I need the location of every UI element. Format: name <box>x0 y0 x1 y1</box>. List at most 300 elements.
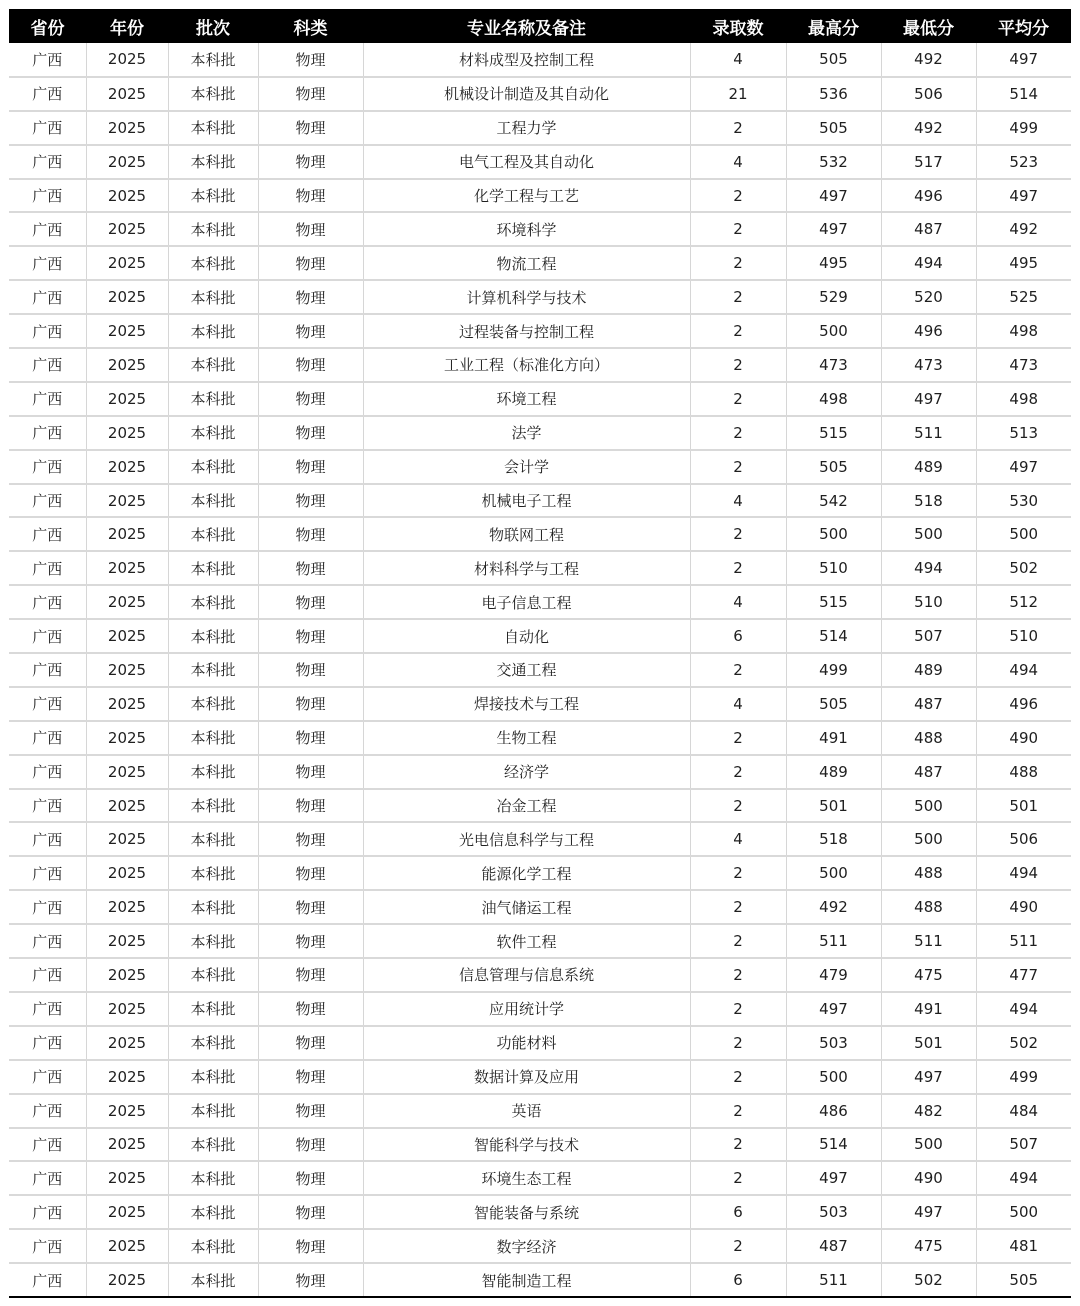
cell-year: 2025 <box>86 585 168 619</box>
header-major-name: 专业名称及备注 <box>467 18 586 39</box>
cell-major-name: 软件工程 <box>363 924 690 958</box>
cell-subject-type: 物理 <box>258 280 363 314</box>
cell-major-name: 生物工程 <box>363 721 690 755</box>
cell-min-score: 517 <box>881 145 976 179</box>
cell-subject-type: 物理 <box>258 1060 363 1094</box>
cell-min-score: 510 <box>881 585 976 619</box>
cell-batch: 本科批 <box>168 1094 258 1128</box>
cell-min-score: 502 <box>881 1263 976 1297</box>
cell-max-score: 514 <box>786 619 881 653</box>
cell-province: 广西 <box>9 348 86 382</box>
cell-admitted-count: 2 <box>690 1094 786 1128</box>
cell-major-name: 工程力学 <box>363 111 690 145</box>
cell-min-score: 488 <box>881 856 976 890</box>
cell-min-score: 496 <box>881 314 976 348</box>
cell-max-score: 498 <box>786 382 881 416</box>
cell-min-score: 506 <box>881 77 976 111</box>
cell-avg-score: 501 <box>976 789 1071 823</box>
cell-avg-score: 497 <box>976 450 1071 484</box>
cell-year: 2025 <box>86 958 168 992</box>
cell-admitted-count: 2 <box>690 890 786 924</box>
cell-year: 2025 <box>86 755 168 789</box>
cell-min-score: 482 <box>881 1094 976 1128</box>
cell-subject-type: 物理 <box>258 111 363 145</box>
cell-province: 广西 <box>9 212 86 246</box>
cell-batch: 本科批 <box>168 1128 258 1162</box>
cell-batch: 本科批 <box>168 382 258 416</box>
cell-min-score: 487 <box>881 755 976 789</box>
cell-batch: 本科批 <box>168 619 258 653</box>
cell-year: 2025 <box>86 1263 168 1297</box>
cell-avg-score: 514 <box>976 77 1071 111</box>
cell-min-score: 500 <box>881 789 976 823</box>
cell-subject-type: 物理 <box>258 416 363 450</box>
cell-max-score: 511 <box>786 1263 881 1297</box>
cell-major-name: 会计学 <box>363 450 690 484</box>
cell-subject-type: 物理 <box>258 145 363 179</box>
cell-max-score: 479 <box>786 958 881 992</box>
cell-province: 广西 <box>9 1229 86 1263</box>
cell-subject-type: 物理 <box>258 992 363 1026</box>
cell-batch: 本科批 <box>168 484 258 518</box>
cell-max-score: 500 <box>786 856 881 890</box>
cell-province: 广西 <box>9 1094 86 1128</box>
cell-batch: 本科批 <box>168 721 258 755</box>
cell-subject-type: 物理 <box>258 721 363 755</box>
cell-avg-score: 500 <box>976 1195 1071 1229</box>
cell-year: 2025 <box>86 924 168 958</box>
cell-min-score: 487 <box>881 687 976 721</box>
cell-subject-type: 物理 <box>258 687 363 721</box>
cell-major-name: 能源化学工程 <box>363 856 690 890</box>
cell-max-score: 529 <box>786 280 881 314</box>
cell-subject-type: 物理 <box>258 1026 363 1060</box>
cell-min-score: 489 <box>881 450 976 484</box>
cell-admitted-count: 2 <box>690 551 786 585</box>
cell-year: 2025 <box>86 1060 168 1094</box>
cell-avg-score: 496 <box>976 687 1071 721</box>
cell-province: 广西 <box>9 992 86 1026</box>
cell-province: 广西 <box>9 551 86 585</box>
cell-admitted-count: 6 <box>690 1195 786 1229</box>
cell-max-score: 500 <box>786 517 881 551</box>
cell-subject-type: 物理 <box>258 653 363 687</box>
header-year: 年份 <box>110 18 144 39</box>
cell-avg-score: 498 <box>976 382 1071 416</box>
cell-major-name: 英语 <box>363 1094 690 1128</box>
cell-batch: 本科批 <box>168 890 258 924</box>
cell-major-name: 环境工程 <box>363 382 690 416</box>
cell-avg-score: 488 <box>976 755 1071 789</box>
cell-major-name: 经济学 <box>363 755 690 789</box>
cell-subject-type: 物理 <box>258 856 363 890</box>
cell-admitted-count: 4 <box>690 145 786 179</box>
table-row <box>9 755 1071 789</box>
cell-min-score: 500 <box>881 1128 976 1162</box>
admission-table-container <box>9 9 1071 1298</box>
cell-province: 广西 <box>9 1128 86 1162</box>
cell-avg-score: 511 <box>976 924 1071 958</box>
cell-admitted-count: 2 <box>690 382 786 416</box>
table-body <box>9 43 1071 1297</box>
cell-batch: 本科批 <box>168 551 258 585</box>
cell-batch: 本科批 <box>168 111 258 145</box>
cell-avg-score: 494 <box>976 856 1071 890</box>
table-row <box>9 789 1071 823</box>
cell-min-score: 488 <box>881 721 976 755</box>
cell-max-score: 503 <box>786 1026 881 1060</box>
cell-batch: 本科批 <box>168 246 258 280</box>
cell-year: 2025 <box>86 992 168 1026</box>
cell-max-score: 514 <box>786 1128 881 1162</box>
cell-province: 广西 <box>9 822 86 856</box>
cell-admitted-count: 2 <box>690 856 786 890</box>
table-row <box>9 43 1071 77</box>
cell-admitted-count: 2 <box>690 924 786 958</box>
cell-major-name: 化学工程与工艺 <box>363 179 690 213</box>
cell-major-name: 冶金工程 <box>363 789 690 823</box>
cell-subject-type: 物理 <box>258 484 363 518</box>
cell-province: 广西 <box>9 416 86 450</box>
cell-min-score: 500 <box>881 822 976 856</box>
cell-admitted-count: 2 <box>690 992 786 1026</box>
cell-major-name: 数据计算及应用 <box>363 1060 690 1094</box>
cell-batch: 本科批 <box>168 348 258 382</box>
table-row <box>9 1161 1071 1195</box>
cell-batch: 本科批 <box>168 789 258 823</box>
cell-subject-type: 物理 <box>258 450 363 484</box>
cell-major-name: 电气工程及其自动化 <box>363 145 690 179</box>
cell-avg-score: 499 <box>976 111 1071 145</box>
cell-avg-score: 502 <box>976 551 1071 585</box>
cell-avg-score: 498 <box>976 314 1071 348</box>
cell-avg-score: 530 <box>976 484 1071 518</box>
cell-avg-score: 512 <box>976 585 1071 619</box>
cell-year: 2025 <box>86 1161 168 1195</box>
header-province: 省份 <box>30 18 65 39</box>
cell-min-score: 511 <box>881 416 976 450</box>
table-row <box>9 619 1071 653</box>
cell-province: 广西 <box>9 382 86 416</box>
cell-admitted-count: 2 <box>690 1161 786 1195</box>
cell-province: 广西 <box>9 789 86 823</box>
cell-year: 2025 <box>86 653 168 687</box>
cell-max-score: 497 <box>786 212 881 246</box>
cell-province: 广西 <box>9 958 86 992</box>
cell-avg-score: 505 <box>976 1263 1071 1297</box>
cell-year: 2025 <box>86 416 168 450</box>
cell-province: 广西 <box>9 314 86 348</box>
cell-subject-type: 物理 <box>258 958 363 992</box>
cell-province: 广西 <box>9 1060 86 1094</box>
cell-max-score: 536 <box>786 77 881 111</box>
cell-admitted-count: 2 <box>690 755 786 789</box>
cell-min-score: 491 <box>881 992 976 1026</box>
cell-avg-score: 502 <box>976 1026 1071 1060</box>
table-row <box>9 111 1071 145</box>
cell-subject-type: 物理 <box>258 755 363 789</box>
cell-subject-type: 物理 <box>258 924 363 958</box>
cell-major-name: 电子信息工程 <box>363 585 690 619</box>
cell-admitted-count: 2 <box>690 517 786 551</box>
header-avg-score: 平均分 <box>998 18 1049 39</box>
cell-major-name: 材料成型及控制工程 <box>363 43 690 77</box>
cell-admitted-count: 2 <box>690 314 786 348</box>
cell-major-name: 材料科学与工程 <box>363 551 690 585</box>
cell-subject-type: 物理 <box>258 77 363 111</box>
cell-major-name: 自动化 <box>363 619 690 653</box>
cell-avg-score: 494 <box>976 992 1071 1026</box>
cell-admitted-count: 2 <box>690 653 786 687</box>
cell-province: 广西 <box>9 111 86 145</box>
cell-min-score: 497 <box>881 1060 976 1094</box>
header-admitted-count: 录取数 <box>712 18 764 39</box>
table-row <box>9 484 1071 518</box>
table-header <box>9 9 1071 43</box>
table-row <box>9 1128 1071 1162</box>
cell-year: 2025 <box>86 280 168 314</box>
cell-max-score: 492 <box>786 890 881 924</box>
cell-major-name: 油气储运工程 <box>363 890 690 924</box>
cell-batch: 本科批 <box>168 687 258 721</box>
cell-year: 2025 <box>86 212 168 246</box>
cell-max-score: 495 <box>786 246 881 280</box>
table-row <box>9 1060 1071 1094</box>
table-row <box>9 1026 1071 1060</box>
cell-major-name: 智能制造工程 <box>363 1263 690 1297</box>
cell-admitted-count: 2 <box>690 1060 786 1094</box>
cell-min-score: 518 <box>881 484 976 518</box>
cell-batch: 本科批 <box>168 212 258 246</box>
cell-avg-score: 494 <box>976 1161 1071 1195</box>
cell-major-name: 工业工程（标准化方向） <box>363 348 690 382</box>
cell-min-score: 511 <box>881 924 976 958</box>
cell-max-score: 497 <box>786 992 881 1026</box>
cell-subject-type: 物理 <box>258 179 363 213</box>
cell-batch: 本科批 <box>168 314 258 348</box>
cell-avg-score: 500 <box>976 517 1071 551</box>
cell-province: 广西 <box>9 517 86 551</box>
cell-avg-score: 484 <box>976 1094 1071 1128</box>
cell-subject-type: 物理 <box>258 382 363 416</box>
cell-subject-type: 物理 <box>258 348 363 382</box>
cell-province: 广西 <box>9 619 86 653</box>
cell-min-score: 492 <box>881 111 976 145</box>
cell-batch: 本科批 <box>168 280 258 314</box>
cell-min-score: 492 <box>881 43 976 77</box>
cell-year: 2025 <box>86 484 168 518</box>
cell-year: 2025 <box>86 246 168 280</box>
cell-avg-score: 506 <box>976 822 1071 856</box>
cell-major-name: 信息管理与信息系统 <box>363 958 690 992</box>
cell-province: 广西 <box>9 653 86 687</box>
cell-avg-score: 497 <box>976 179 1071 213</box>
cell-admitted-count: 4 <box>690 687 786 721</box>
cell-province: 广西 <box>9 484 86 518</box>
cell-max-score: 518 <box>786 822 881 856</box>
cell-max-score: 503 <box>786 1195 881 1229</box>
cell-max-score: 505 <box>786 43 881 77</box>
cell-max-score: 497 <box>786 1161 881 1195</box>
cell-major-name: 过程装备与控制工程 <box>363 314 690 348</box>
cell-year: 2025 <box>86 822 168 856</box>
cell-avg-score: 473 <box>976 348 1071 382</box>
cell-batch: 本科批 <box>168 856 258 890</box>
cell-avg-score: 510 <box>976 619 1071 653</box>
cell-subject-type: 物理 <box>258 314 363 348</box>
cell-batch: 本科批 <box>168 77 258 111</box>
cell-year: 2025 <box>86 314 168 348</box>
cell-admitted-count: 4 <box>690 484 786 518</box>
cell-year: 2025 <box>86 348 168 382</box>
table-row <box>9 992 1071 1026</box>
table-row <box>9 517 1071 551</box>
cell-admitted-count: 4 <box>690 43 786 77</box>
cell-admitted-count: 2 <box>690 958 786 992</box>
cell-max-score: 491 <box>786 721 881 755</box>
cell-subject-type: 物理 <box>258 1195 363 1229</box>
cell-max-score: 486 <box>786 1094 881 1128</box>
cell-major-name: 交通工程 <box>363 653 690 687</box>
table-row <box>9 721 1071 755</box>
cell-subject-type: 物理 <box>258 517 363 551</box>
cell-batch: 本科批 <box>168 1195 258 1229</box>
cell-admitted-count: 2 <box>690 179 786 213</box>
cell-province: 广西 <box>9 43 86 77</box>
cell-major-name: 环境科学 <box>363 212 690 246</box>
cell-min-score: 496 <box>881 179 976 213</box>
cell-province: 广西 <box>9 179 86 213</box>
cell-max-score: 499 <box>786 653 881 687</box>
cell-max-score: 515 <box>786 416 881 450</box>
table-row <box>9 822 1071 856</box>
cell-year: 2025 <box>86 382 168 416</box>
cell-major-name: 机械设计制造及其自动化 <box>363 77 690 111</box>
cell-batch: 本科批 <box>168 1229 258 1263</box>
cell-major-name: 智能装备与系统 <box>363 1195 690 1229</box>
table-row <box>9 416 1071 450</box>
table-row <box>9 890 1071 924</box>
header-min-score: 最低分 <box>903 18 954 39</box>
cell-avg-score: 513 <box>976 416 1071 450</box>
cell-min-score: 494 <box>881 246 976 280</box>
cell-admitted-count: 2 <box>690 111 786 145</box>
cell-province: 广西 <box>9 924 86 958</box>
cell-avg-score: 525 <box>976 280 1071 314</box>
cell-province: 广西 <box>9 246 86 280</box>
cell-avg-score: 523 <box>976 145 1071 179</box>
cell-major-name: 法学 <box>363 416 690 450</box>
cell-subject-type: 物理 <box>258 585 363 619</box>
cell-province: 广西 <box>9 585 86 619</box>
cell-max-score: 489 <box>786 755 881 789</box>
cell-subject-type: 物理 <box>258 212 363 246</box>
cell-province: 广西 <box>9 856 86 890</box>
cell-max-score: 515 <box>786 585 881 619</box>
cell-major-name: 应用统计学 <box>363 992 690 1026</box>
cell-major-name: 数字经济 <box>363 1229 690 1263</box>
header-row <box>9 9 1071 43</box>
cell-subject-type: 物理 <box>258 551 363 585</box>
cell-year: 2025 <box>86 619 168 653</box>
cell-year: 2025 <box>86 789 168 823</box>
cell-max-score: 501 <box>786 789 881 823</box>
cell-admitted-count: 2 <box>690 212 786 246</box>
cell-batch: 本科批 <box>168 1263 258 1297</box>
cell-max-score: 505 <box>786 111 881 145</box>
cell-min-score: 490 <box>881 1161 976 1195</box>
cell-batch: 本科批 <box>168 145 258 179</box>
cell-max-score: 542 <box>786 484 881 518</box>
cell-year: 2025 <box>86 145 168 179</box>
cell-province: 广西 <box>9 1161 86 1195</box>
cell-avg-score: 492 <box>976 212 1071 246</box>
cell-admitted-count: 2 <box>690 280 786 314</box>
cell-year: 2025 <box>86 77 168 111</box>
cell-subject-type: 物理 <box>258 619 363 653</box>
cell-major-name: 环境生态工程 <box>363 1161 690 1195</box>
header-max-score: 最高分 <box>808 18 859 39</box>
table-row <box>9 687 1071 721</box>
cell-batch: 本科批 <box>168 822 258 856</box>
cell-min-score: 501 <box>881 1026 976 1060</box>
cell-province: 广西 <box>9 1263 86 1297</box>
table-row <box>9 924 1071 958</box>
table-row <box>9 179 1071 213</box>
cell-max-score: 532 <box>786 145 881 179</box>
cell-avg-score: 495 <box>976 246 1071 280</box>
table-row <box>9 585 1071 619</box>
table-row <box>9 314 1071 348</box>
cell-batch: 本科批 <box>168 992 258 1026</box>
cell-province: 广西 <box>9 1195 86 1229</box>
cell-min-score: 473 <box>881 348 976 382</box>
cell-min-score: 489 <box>881 653 976 687</box>
cell-admitted-count: 6 <box>690 1263 786 1297</box>
cell-batch: 本科批 <box>168 43 258 77</box>
table-row <box>9 145 1071 179</box>
cell-min-score: 494 <box>881 551 976 585</box>
cell-max-score: 487 <box>786 1229 881 1263</box>
table-row <box>9 856 1071 890</box>
cell-year: 2025 <box>86 450 168 484</box>
cell-year: 2025 <box>86 687 168 721</box>
cell-batch: 本科批 <box>168 416 258 450</box>
table-row <box>9 348 1071 382</box>
cell-year: 2025 <box>86 856 168 890</box>
cell-admitted-count: 4 <box>690 585 786 619</box>
admission-score-table <box>9 9 1071 1298</box>
table-row <box>9 212 1071 246</box>
table-row <box>9 246 1071 280</box>
cell-admitted-count: 2 <box>690 416 786 450</box>
table-row <box>9 653 1071 687</box>
table-row <box>9 280 1071 314</box>
cell-province: 广西 <box>9 1026 86 1060</box>
cell-batch: 本科批 <box>168 1026 258 1060</box>
cell-admitted-count: 4 <box>690 822 786 856</box>
cell-admitted-count: 2 <box>690 1128 786 1162</box>
cell-batch: 本科批 <box>168 755 258 789</box>
cell-year: 2025 <box>86 111 168 145</box>
cell-subject-type: 物理 <box>258 1094 363 1128</box>
cell-year: 2025 <box>86 1195 168 1229</box>
cell-admitted-count: 6 <box>690 619 786 653</box>
cell-avg-score: 477 <box>976 958 1071 992</box>
cell-province: 广西 <box>9 280 86 314</box>
cell-province: 广西 <box>9 450 86 484</box>
cell-batch: 本科批 <box>168 517 258 551</box>
